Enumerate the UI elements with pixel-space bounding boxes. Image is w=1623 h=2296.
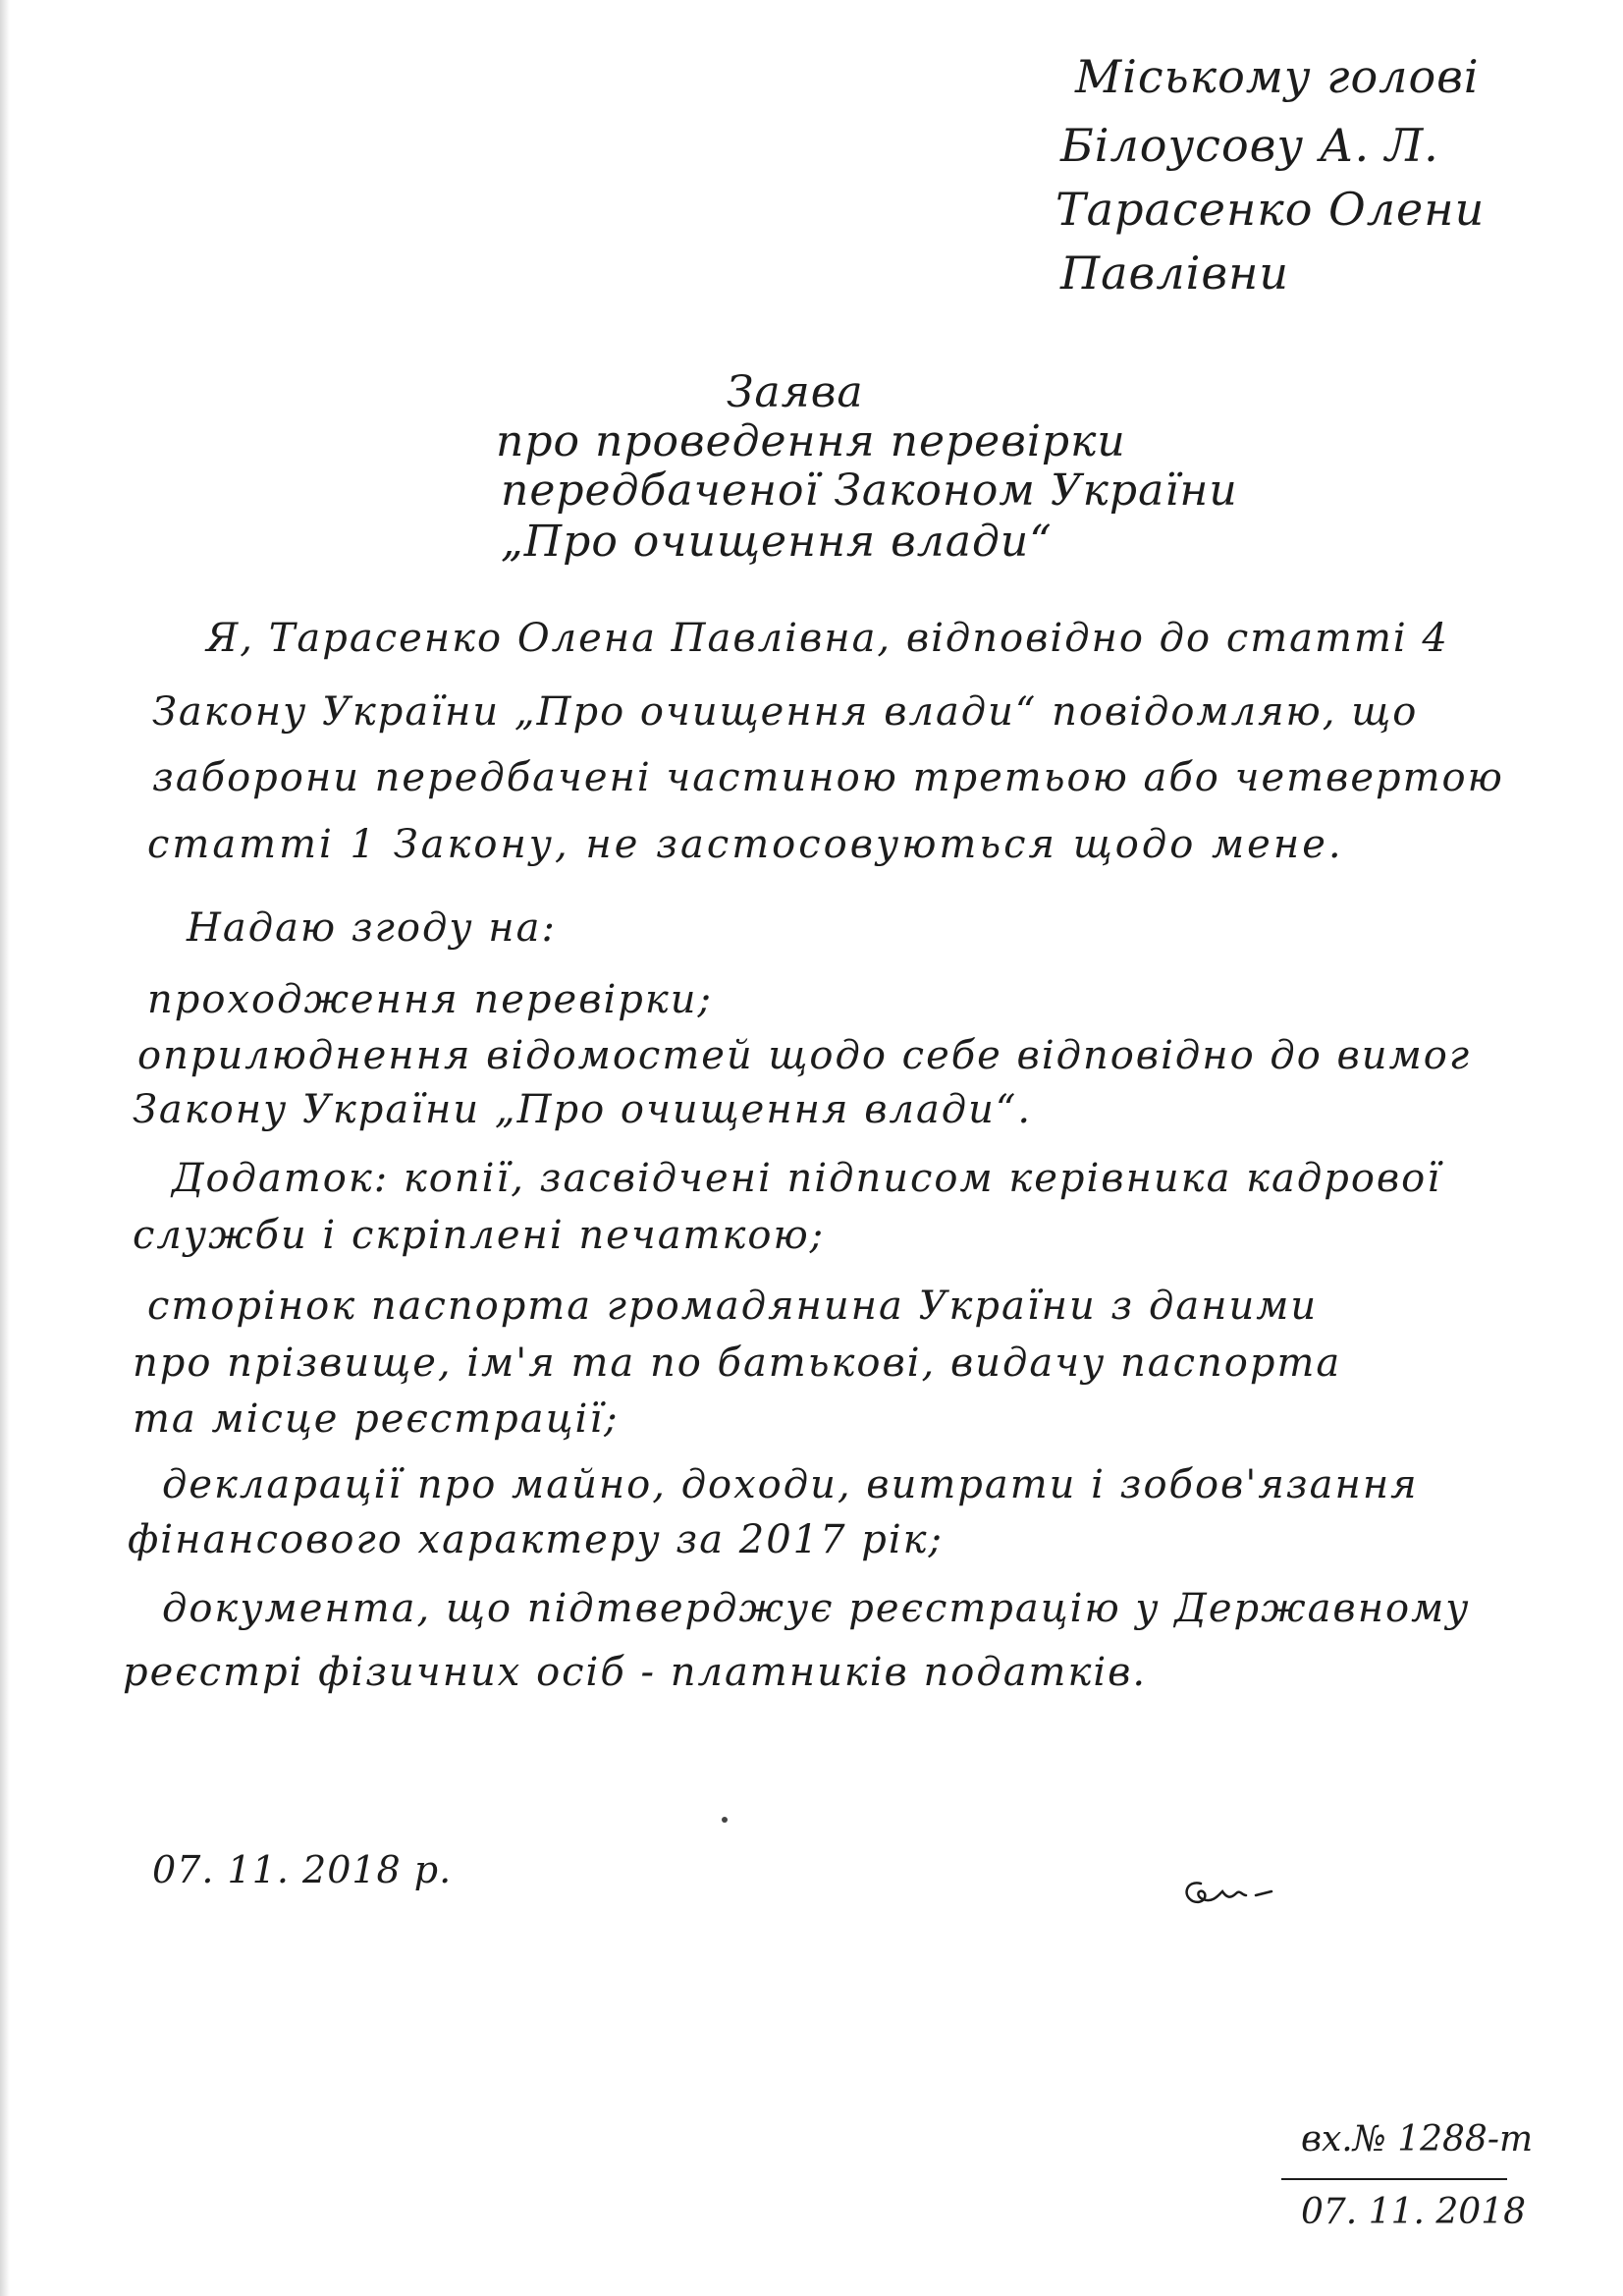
handwritten-signature bbox=[1173, 1866, 1281, 1915]
body-line: статті 1 Закону, не застосовуються щодо мене. bbox=[147, 822, 1344, 867]
attachment-line: служби і скріплені печаткою; bbox=[133, 1213, 826, 1258]
registration-divider bbox=[1281, 2178, 1507, 2180]
document-date: 07. 11. 2018 р. bbox=[152, 1848, 453, 1891]
registration-number: вх.№ 1288-т bbox=[1301, 2119, 1534, 2159]
attachment-line: Додаток: копії, засвідчені підписом керівника кадрової bbox=[172, 1156, 1442, 1201]
consent-item: проходження перевірки; bbox=[147, 977, 713, 1022]
consent-item: Закону України „Про очищення влади“. bbox=[133, 1087, 1033, 1132]
body-line: Я, Тарасенко Олена Павлівна, відповідно до статті 4 bbox=[206, 616, 1449, 661]
document-title: Заява bbox=[727, 367, 864, 417]
scan-speck bbox=[722, 1817, 728, 1823]
addressee-line: Тарасенко Олени bbox=[1055, 183, 1486, 236]
document-subtitle-line: про проведення перевірки bbox=[496, 416, 1126, 466]
attachment-line: фінансового характеру за 2017 рік; bbox=[128, 1517, 945, 1562]
document-subtitle-line: передбаченої Законом України bbox=[501, 465, 1238, 516]
attachment-line: та місце реєстрації; bbox=[133, 1396, 620, 1442]
addressee-line: Білоусову А. Л. bbox=[1060, 119, 1439, 172]
scan-page-edge bbox=[0, 0, 10, 2296]
attachment-line: про прізвище, ім'я та по батькові, видачу паспорта bbox=[133, 1340, 1342, 1386]
attachment-line: сторінок паспорта громадянина України з даними bbox=[147, 1284, 1319, 1329]
consent-item: оприлюднення відомостей щодо себе відповідно до вимог bbox=[137, 1033, 1472, 1078]
addressee-line: Міському голові bbox=[1075, 50, 1480, 103]
registration-date: 07. 11. 2018 bbox=[1301, 2192, 1527, 2232]
consent-heading: Надаю згоду на: bbox=[187, 905, 557, 951]
addressee-line: Павлівни bbox=[1060, 246, 1290, 300]
body-line: Закону України „Про очищення влади“ повідомляю, що bbox=[152, 689, 1419, 735]
body-line: заборони передбачені частиною третьою або четвертою bbox=[152, 755, 1504, 800]
attachment-line: декларації про майно, доходи, витрати і зобов'язання bbox=[162, 1462, 1419, 1507]
attachment-line: реєстрі фізичних осіб - платників податків. bbox=[123, 1650, 1148, 1695]
attachment-line: документа, що підтверджує реєстрацію у Державному bbox=[162, 1586, 1471, 1631]
document-subtitle-line: „Про очищення влади“ bbox=[501, 517, 1053, 567]
